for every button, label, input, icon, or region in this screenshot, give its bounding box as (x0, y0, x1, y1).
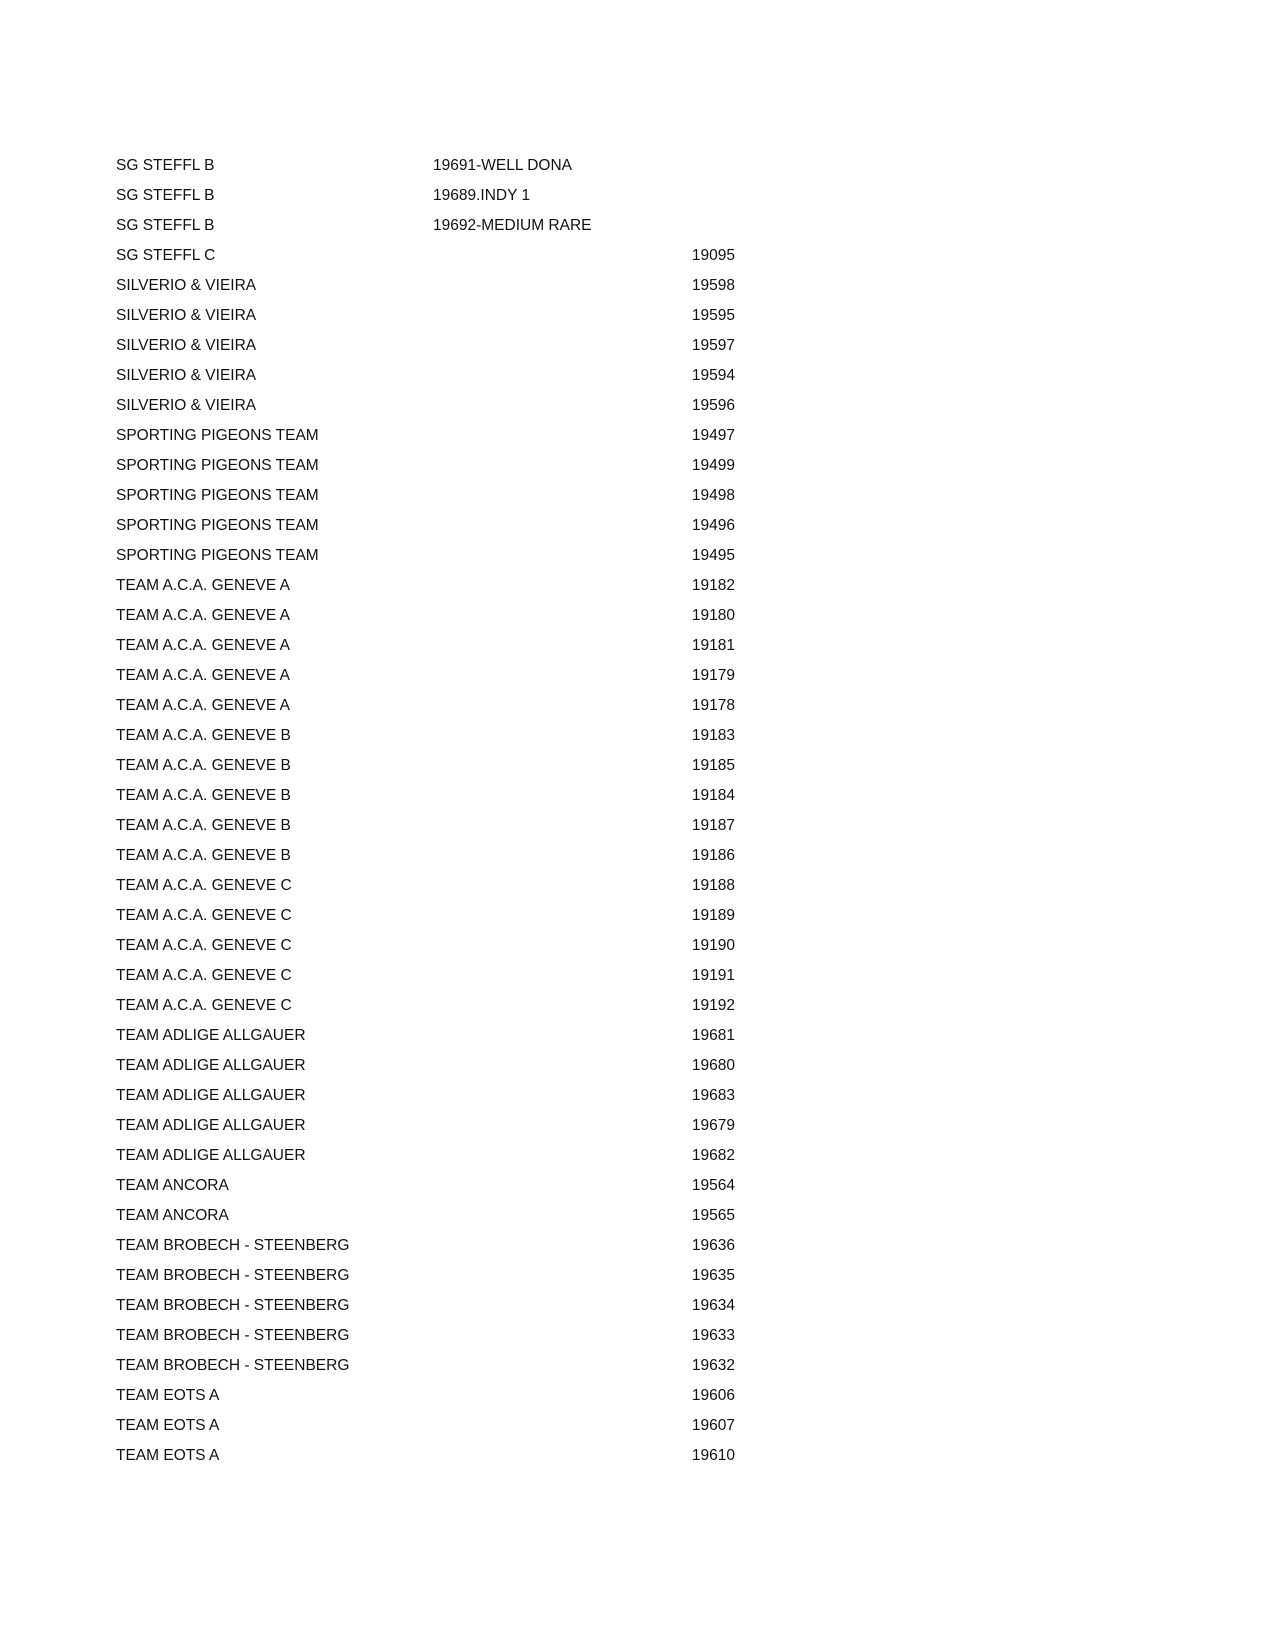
team-name: SPORTING PIGEONS TEAM (116, 517, 319, 534)
list-item (116, 1381, 735, 1411)
team-name: TEAM A.C.A. GENEVE C (116, 937, 292, 954)
entry-number: 19633 (691, 1327, 735, 1344)
entry-number: 19187 (691, 817, 735, 834)
entry-number: 19180 (691, 607, 735, 624)
list-item (116, 841, 735, 871)
team-name: TEAM A.C.A. GENEVE B (116, 787, 291, 804)
entry-number: 19594 (691, 367, 735, 384)
entry-number: 19184 (691, 787, 735, 804)
list-item (116, 1171, 735, 1201)
list-item (116, 301, 735, 331)
entry-number: 19680 (691, 1057, 735, 1074)
team-name: TEAM EOTS A (116, 1447, 220, 1464)
entry-number: 19496 (691, 517, 735, 534)
entry-number: 19189 (691, 907, 735, 924)
team-name: SG STEFFL B (116, 157, 215, 174)
team-name: SILVERIO & VIEIRA (116, 367, 257, 384)
entry-number: 19632 (691, 1357, 735, 1374)
list-item (116, 1141, 735, 1171)
team-name: SILVERIO & VIEIRA (116, 397, 257, 414)
entry-number: 19597 (691, 337, 735, 354)
team-name: TEAM BROBECH - STEENBERG (116, 1297, 350, 1314)
entry-name: 19692-MEDIUM RARE (433, 217, 592, 234)
list-item (116, 391, 735, 421)
list-item (116, 661, 735, 691)
team-name: SPORTING PIGEONS TEAM (116, 427, 319, 444)
list-item (116, 871, 735, 901)
list-item (116, 931, 735, 961)
entry-number: 19634 (691, 1297, 735, 1314)
entry-number: 19498 (691, 487, 735, 504)
entry-number: 19188 (691, 877, 735, 894)
entry-number: 19683 (691, 1087, 735, 1104)
team-name: TEAM ADLIGE ALLGAUER (116, 1117, 306, 1134)
list-item (116, 961, 735, 991)
list-item (116, 451, 735, 481)
list-item (116, 541, 735, 571)
team-name: TEAM A.C.A. GENEVE A (116, 607, 290, 624)
list-item (116, 901, 735, 931)
team-name: TEAM ADLIGE ALLGAUER (116, 1057, 306, 1074)
list-item (116, 1021, 735, 1051)
entry-number: 19636 (691, 1237, 735, 1254)
list-item (116, 691, 735, 721)
list-item (116, 631, 735, 661)
entry-number: 19606 (691, 1387, 735, 1404)
team-name: TEAM A.C.A. GENEVE B (116, 847, 291, 864)
team-name: TEAM A.C.A. GENEVE C (116, 877, 292, 894)
team-name: SG STEFFL B (116, 187, 215, 204)
list-item (116, 271, 735, 301)
list-item (116, 181, 716, 211)
team-name: TEAM ANCORA (116, 1177, 229, 1194)
list-item (116, 241, 735, 271)
entry-number: 19635 (691, 1267, 735, 1284)
entry-number: 19179 (691, 667, 735, 684)
entry-number: 19607 (691, 1417, 735, 1434)
entry-number: 19182 (691, 577, 735, 594)
entry-number: 19679 (691, 1117, 735, 1134)
team-name: SPORTING PIGEONS TEAM (116, 547, 319, 564)
list-item (116, 721, 735, 751)
list-item (116, 601, 735, 631)
list-item (116, 481, 735, 511)
team-name: TEAM A.C.A. GENEVE A (116, 577, 290, 594)
entry-number: 19681 (691, 1027, 735, 1044)
list-item (116, 571, 735, 601)
entry-number: 19191 (691, 967, 735, 984)
team-name: TEAM ADLIGE ALLGAUER (116, 1147, 306, 1164)
team-name: TEAM BROBECH - STEENBERG (116, 1327, 350, 1344)
entry-number: 19596 (691, 397, 735, 414)
list-item (116, 1351, 735, 1381)
entries-list (116, 151, 735, 1471)
entry-number: 19682 (691, 1147, 735, 1164)
team-name: TEAM BROBECH - STEENBERG (116, 1267, 350, 1284)
list-item (116, 211, 716, 241)
list-item (116, 1291, 735, 1321)
team-name: SG STEFFL B (116, 217, 215, 234)
list-item (116, 1261, 735, 1291)
entry-number: 19192 (691, 997, 735, 1014)
team-name: SPORTING PIGEONS TEAM (116, 487, 319, 504)
team-name: TEAM A.C.A. GENEVE C (116, 907, 292, 924)
team-name: SILVERIO & VIEIRA (116, 337, 257, 354)
list-item (116, 1411, 735, 1441)
list-item (116, 1051, 735, 1081)
list-item (116, 751, 735, 781)
team-name: TEAM A.C.A. GENEVE A (116, 637, 290, 654)
entry-number: 19595 (691, 307, 735, 324)
team-name: TEAM EOTS A (116, 1417, 220, 1434)
entry-number: 19610 (691, 1447, 735, 1464)
entry-number: 19185 (691, 757, 735, 774)
team-name: TEAM A.C.A. GENEVE B (116, 757, 291, 774)
list-item (116, 1081, 735, 1111)
team-name: TEAM BROBECH - STEENBERG (116, 1357, 350, 1374)
list-item (116, 511, 735, 541)
list-item (116, 1201, 735, 1231)
entry-number: 19598 (691, 277, 735, 294)
team-name: SILVERIO & VIEIRA (116, 307, 257, 324)
list-item (116, 991, 735, 1021)
team-name: TEAM A.C.A. GENEVE C (116, 997, 292, 1014)
list-item (116, 361, 735, 391)
list-item (116, 151, 716, 181)
entry-number: 19186 (691, 847, 735, 864)
team-name: SPORTING PIGEONS TEAM (116, 457, 319, 474)
entry-number: 19499 (691, 457, 735, 474)
entry-name: 19689.INDY 1 (433, 187, 531, 204)
list-item (116, 331, 735, 361)
list-item (116, 1321, 735, 1351)
team-name: SILVERIO & VIEIRA (116, 277, 257, 294)
team-name: TEAM A.C.A. GENEVE A (116, 667, 290, 684)
entry-number: 19095 (691, 247, 735, 264)
entry-number: 19564 (691, 1177, 735, 1194)
entry-name: 19691-WELL DONA (433, 157, 572, 174)
team-name: TEAM ADLIGE ALLGAUER (116, 1087, 306, 1104)
list-item (116, 1231, 735, 1261)
entry-number: 19495 (691, 547, 735, 564)
list-item (116, 1441, 735, 1471)
list-item (116, 421, 735, 451)
list-item (116, 781, 735, 811)
entry-number: 19181 (691, 637, 735, 654)
entry-number: 19178 (691, 697, 735, 714)
team-name: TEAM ANCORA (116, 1207, 229, 1224)
list-item (116, 811, 735, 841)
team-name: TEAM A.C.A. GENEVE B (116, 727, 291, 744)
list-item (116, 1111, 735, 1141)
team-name: TEAM A.C.A. GENEVE A (116, 697, 290, 714)
team-name: SG STEFFL C (116, 247, 216, 264)
team-name: TEAM EOTS A (116, 1387, 220, 1404)
team-name: TEAM BROBECH - STEENBERG (116, 1237, 350, 1254)
team-name: TEAM A.C.A. GENEVE B (116, 817, 291, 834)
team-name: TEAM A.C.A. GENEVE C (116, 967, 292, 984)
entry-number: 19565 (691, 1207, 735, 1224)
entry-number: 19497 (691, 427, 735, 444)
team-name: TEAM ADLIGE ALLGAUER (116, 1027, 306, 1044)
entry-number: 19183 (691, 727, 735, 744)
entry-number: 19190 (691, 937, 735, 954)
